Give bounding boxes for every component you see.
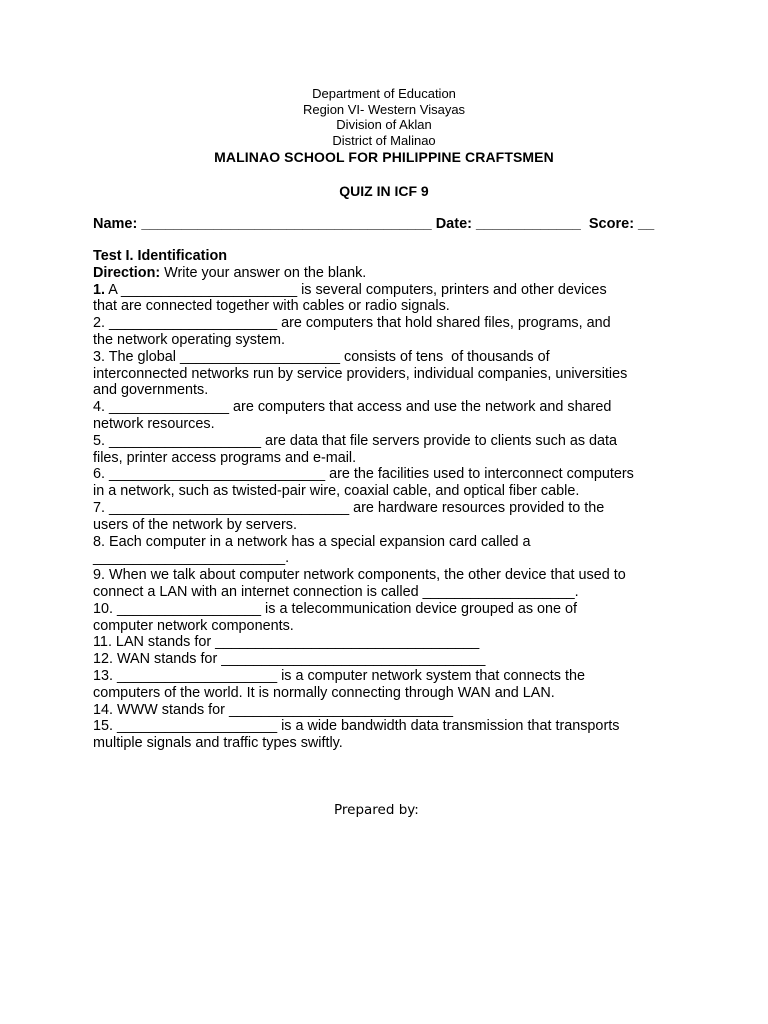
district-name: District of Malinao [332,132,436,148]
question-line: network resources. [93,415,215,432]
question-line: 6. ___________________________ are the facilities used to interconnect computers [93,466,634,483]
name-blank[interactable]: ____________________________________ [137,216,436,232]
direction-label: Direction: [93,264,161,281]
score-blank[interactable]: __ [634,216,655,232]
question-line: users of the network by servers. [93,516,297,533]
question-line: 13. ____________________ is a computer network system that connects the [93,667,586,684]
question-line: 5. ___________________ are data that file servers provide to clients such as data [93,432,618,449]
question-line: ________________________. [93,550,290,567]
question-line: computers of the world. It is normally connecting through WAN and LAN. [93,684,555,701]
date-label: Date: [435,216,472,232]
question-line: the network operating system. [93,331,285,348]
division-name: Division of Aklan [336,117,432,132]
question-line: multiple signals and traffic types swiftly. [93,735,343,752]
question-line: 7. ______________________________ are hardware resources provided to the [93,499,605,516]
date-blank[interactable]: _____________ [471,216,589,232]
student-info-line [93,215,693,233]
quiz-title: QUIZ IN ICF 9 [339,183,429,199]
question-line: files, printer access programs and e-mail. [93,449,357,466]
department-name: Department of Education [312,86,456,101]
question-line [93,282,693,299]
question-line: 4. _______________ are computers that access and use the network and shared [93,399,612,416]
question-line: 10. __________________ is a telecommunication device grouped as one of [93,600,578,617]
name-label: Name: [93,216,138,232]
score-label: Score: [588,216,635,232]
question-line: 12. WAN stands for _________________________________ [93,651,486,668]
prepared-by: Prepared by: [334,802,419,818]
question-line: 14. WWW stands for ____________________________ [93,701,454,718]
test-section [93,248,693,752]
question-line: 2. _____________________ are computers that hold shared files, programs, and [93,315,611,332]
question-line: that are connected together with cables or radio signals. [93,298,450,315]
document-header [0,86,768,148]
question-line: computer network components. [93,617,294,634]
direction-line [93,265,693,282]
question-line: 9. When we talk about computer network components, the other device that used to [93,567,626,584]
question-line: 8. Each computer in a network has a special expansion card called a [93,533,531,550]
question-line: 11. LAN stands for _________________________________ [93,634,480,651]
region-name: Region VI- Western Visayas [302,101,466,117]
question-line: 3. The global ____________________ consists of tens of thousands of [93,348,550,365]
direction-text: Write your answer on the blank. [160,264,367,281]
question-line: in a network, such as twisted-pair wire, coaxial cable, and optical fiber cable. [93,483,580,500]
school-name: MALINAO SCHOOL FOR PHILIPPINE CRAFTSMEN [214,149,554,165]
question-line: 15. ____________________ is a wide bandwidth data transmission that transports [93,718,620,735]
question-line: and governments. [93,382,209,399]
question-text: A ______________________ is several computers, printers and other devices [105,281,607,298]
question-line: interconnected networks run by service providers, individual companies, universities [93,365,628,382]
question-number: 1. [93,281,106,298]
question-line: connect a LAN with an internet connection is called ___________________. [93,583,579,600]
test-heading: Test I. Identification [93,248,228,264]
